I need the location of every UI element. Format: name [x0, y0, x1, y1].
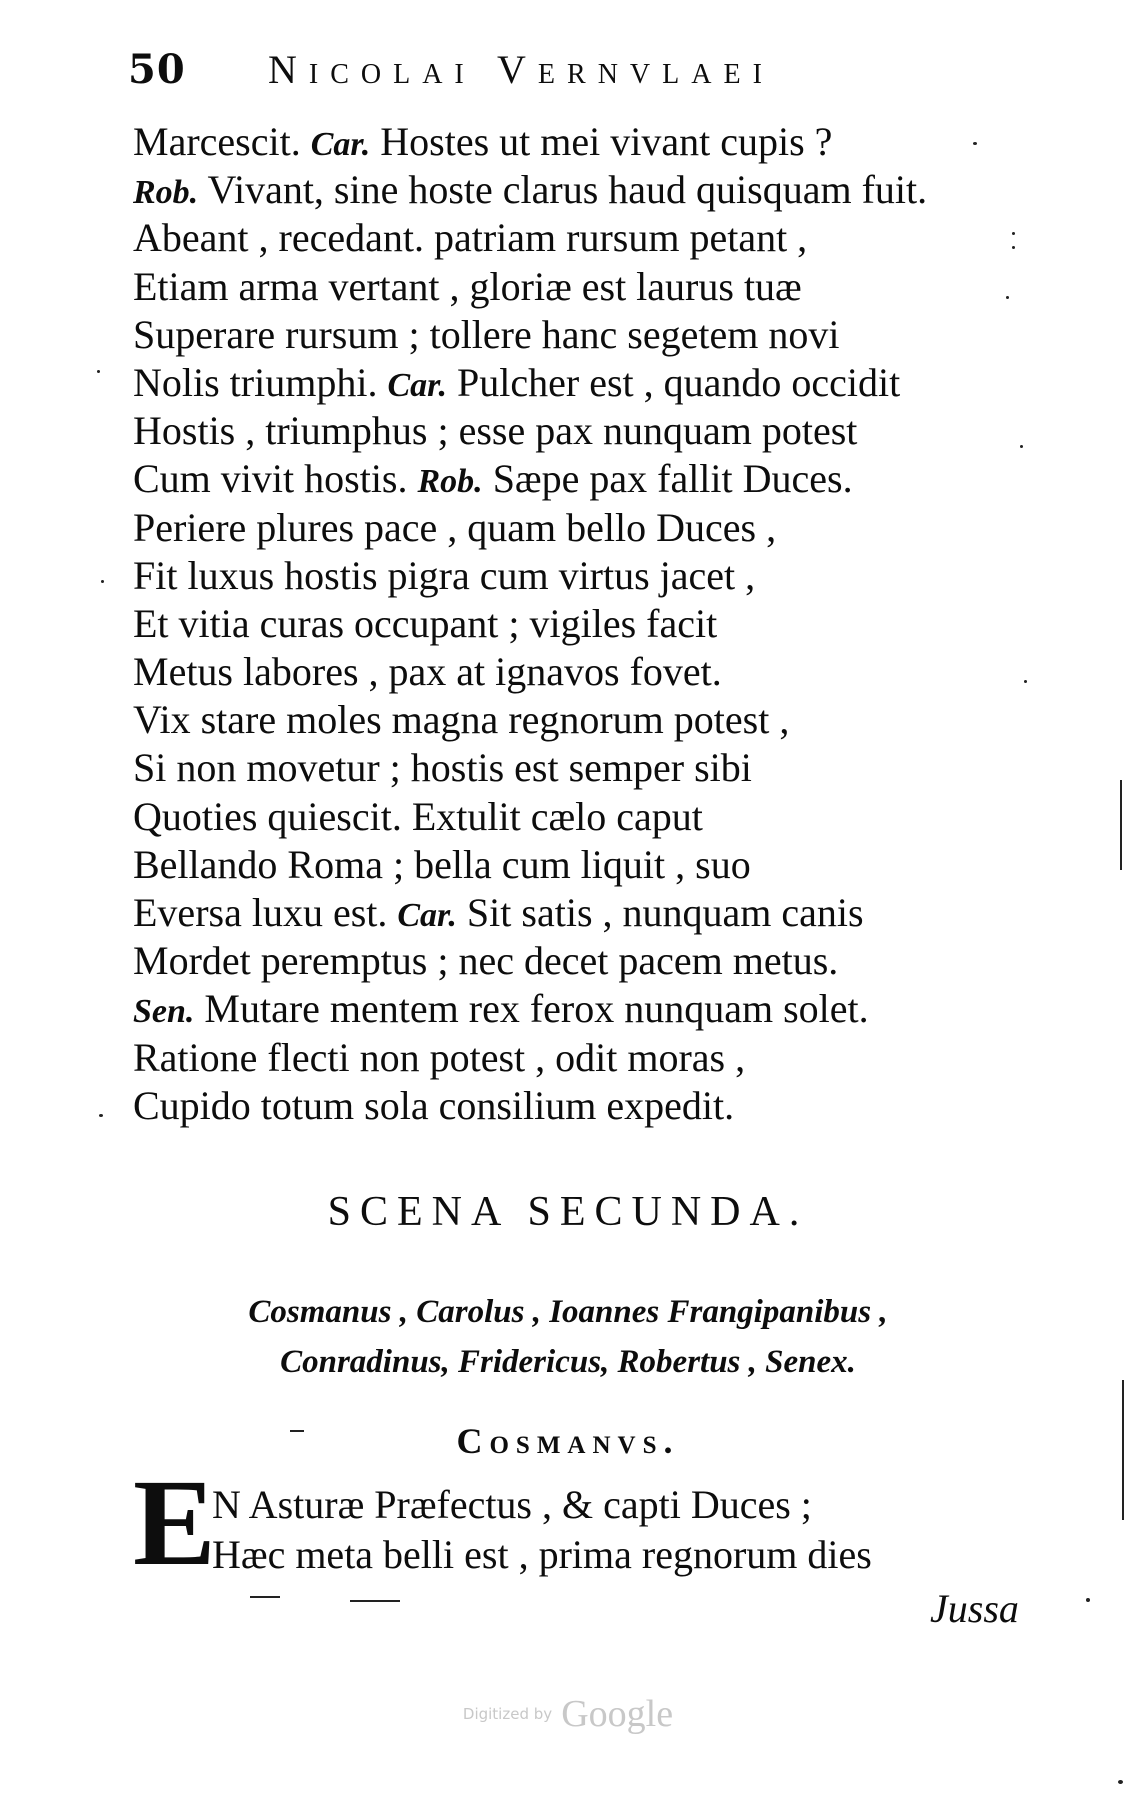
verse-line: [133, 263, 1033, 311]
verse-text: Etiam arma vertant , gloriæ est laurus tuæ: [133, 263, 802, 309]
underline-mark: [250, 1596, 280, 1598]
page-number: 50: [128, 46, 186, 93]
verse-text: Si non movetur ; hostis est semper sibi: [133, 745, 752, 791]
verse-line: [133, 311, 1033, 359]
verse-text: Mutare mentem rex ferox nunquam solet.: [194, 986, 869, 1032]
verse-text: Bellando Roma ; bella cum liquit , suo: [133, 841, 751, 887]
verse-text: Eversa luxu est.: [133, 890, 398, 935]
verse-line: [133, 600, 1033, 648]
verse-text: Superare rursum ; tollere hanc segetem novi: [133, 311, 840, 357]
speaker-heading: Cosmanvs.: [456, 1421, 680, 1461]
verse-text: Et vitia curas occupant ; vigiles facit: [133, 600, 718, 646]
edge-mark: [1120, 780, 1122, 870]
verse-line: [133, 937, 1033, 985]
verse-line: [133, 793, 1033, 841]
opening-verse: [212, 1480, 872, 1580]
verse-line: Hæc meta belli est , prima regnorum dies: [212, 1532, 872, 1577]
verse-text: Fit luxus hostis pigra cum virtus jacet ,: [133, 552, 756, 598]
verse-line: [133, 504, 1033, 552]
verse-text: Cupido totum sola consilium expedit.: [133, 1082, 735, 1128]
verse-line: [133, 1034, 1033, 1082]
speaker-abbreviation: Car.: [310, 126, 371, 163]
verse-text: Vix stare moles magna regnorum potest ,: [133, 697, 790, 743]
page-header: [128, 46, 908, 106]
scene-title: SCENA SECUNDA.: [327, 1189, 809, 1235]
verse-text: Pulcher est , quando occidit: [447, 359, 901, 405]
verse-text: Cum vivit hostis.: [133, 456, 418, 502]
scan-speck: [99, 1114, 103, 1117]
scan-speck: [1020, 445, 1023, 448]
speaker-abbreviation: Car.: [387, 366, 447, 404]
scan-speck: [973, 142, 977, 145]
digitized-label: Digitized by: [462, 1705, 553, 1723]
verse-line: [133, 214, 1033, 262]
verse-line: [133, 696, 1033, 744]
speaker-abbreviation: Sen.: [133, 993, 195, 1031]
scan-speck: [101, 580, 104, 583]
verse-text: Hostes ut mei vivant cupis ?: [370, 119, 833, 164]
scan-speck: [1012, 232, 1015, 235]
scan-speck: [97, 370, 100, 373]
verse-line: [133, 359, 1033, 407]
cast-line: Cosmanus , Carolus , Ioannes Frangipanibus ,: [248, 1294, 888, 1330]
speaker-abbreviation: Rob.: [417, 463, 483, 501]
verse-line: [133, 889, 1033, 937]
verse-line: [133, 648, 1033, 696]
verse-text: Vivant, sine hoste clarus haud quisquam fuit.: [198, 167, 928, 213]
verse-text: Nolis triumphi.: [133, 359, 388, 405]
digitization-watermark: [0, 1692, 1136, 1736]
verse-text: Hostis , triumphus ; esse pax nunquam potest: [133, 408, 858, 454]
scan-speck: [1118, 1780, 1123, 1784]
verse-line: [133, 744, 1033, 792]
verse-text: Mordet peremptus ; nec decet pacem metus.: [133, 938, 839, 984]
edge-mark: [1122, 1380, 1124, 1520]
verse-text: Ratione flecti non potest , odit moras ,: [133, 1034, 746, 1080]
verse-line: N Asturæ Præfectus , & capti Duces ;: [212, 1482, 812, 1527]
verse-text: Metus labores , pax at ignavos fovet.: [133, 649, 722, 695]
speaker-abbreviation: Rob.: [133, 174, 199, 212]
scan-speck: [1086, 1598, 1090, 1602]
verse-block: [133, 118, 1033, 1130]
verse-text: Quoties quiescit. Extulit cælo caput: [133, 793, 703, 839]
scan-speck: [1024, 680, 1027, 683]
cast-list: [0, 1287, 1136, 1387]
underline-mark: [290, 1430, 304, 1432]
verse-text: Sit satis , nunquam canis: [456, 890, 864, 935]
scan-speck: [1012, 246, 1015, 249]
verse-line: [133, 407, 1033, 455]
verse-line: [133, 166, 1033, 214]
scan-speck: [1006, 296, 1009, 299]
verse-line: [133, 552, 1033, 600]
verse-text: Sæpe pax fallit Duces.: [482, 456, 853, 502]
google-logo: Google: [561, 1693, 674, 1735]
verse-text: Abeant , recedant. patriam rursum petant ,: [133, 215, 808, 261]
verse-line: [133, 455, 1033, 503]
catchword: Jussa: [930, 1586, 1019, 1631]
cast-line: Conradinus, Fridericus, Robertus , Senex.: [280, 1344, 856, 1380]
verse-text: Marcescit.: [133, 119, 311, 164]
speaker-abbreviation: Car.: [397, 897, 457, 934]
drop-cap: E: [133, 1454, 216, 1591]
verse-text: Periere plures pace , quam bello Duces ,: [133, 504, 777, 550]
running-head: Nicolai Vernvlaei: [268, 47, 774, 92]
verse-line: [133, 1082, 1033, 1130]
verse-line: [133, 841, 1033, 889]
verse-line: [133, 118, 1033, 166]
underline-mark: [350, 1600, 400, 1602]
verse-line: [133, 985, 1033, 1033]
